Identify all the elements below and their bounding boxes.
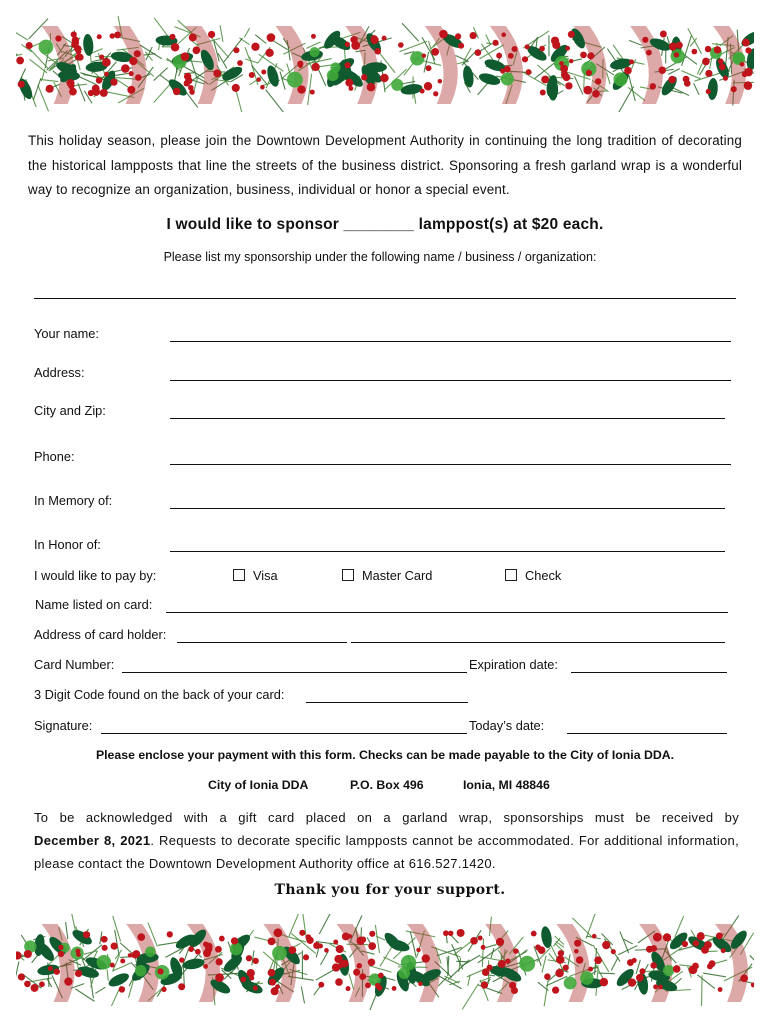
todays-date-line[interactable] [567,733,727,734]
in-memory-line[interactable] [170,508,725,509]
mastercard-label: Master Card [362,568,433,583]
visa-label: Visa [253,568,278,583]
acknowledgement-text-2: . Requests to decorate specific lampposts cannot be accommodated. For additional information, please contact the Downtown Development Authority office at 616.527.1420. [34,833,739,871]
security-code-label: 3 Digit Code found on the back of your card: [34,687,285,702]
mastercard-checkbox[interactable] [342,568,432,583]
check-checkbox[interactable] [505,568,561,583]
city-zip-line[interactable] [170,418,725,419]
garland-top-image [16,16,754,112]
mailing-name: City of Ionia DDA [208,778,309,792]
phone-label: Phone: [34,449,75,464]
sponsorship-name-line[interactable] [34,298,736,299]
mailing-po-box: P.O. Box 496 [350,778,424,792]
intro-paragraph: This holiday season, please join the Downtown Development Authority in continuing the long tradition of decorating the historical lampposts that line the streets of the business district. Sponsoring a fresh garland wrap is a wonderful way to recognize an organization, business, individual or honor a special event. [28,133,742,197]
in-memory-label: In Memory of: [34,493,113,508]
checkbox-icon [233,569,245,581]
in-honor-line[interactable] [170,551,725,552]
pay-by-label: I would like to pay by: [34,568,157,583]
checkbox-icon [342,569,354,581]
visa-checkbox[interactable] [233,568,278,583]
phone-line[interactable] [170,464,731,465]
your-name-line[interactable] [170,341,731,342]
signature-line[interactable] [101,733,467,734]
expiration-line[interactable] [571,672,727,673]
name-on-card-line[interactable] [166,612,728,613]
expiration-label: Expiration date: [469,657,558,672]
in-honor-label: In Honor of: [34,537,101,552]
security-code-line[interactable] [306,702,468,703]
sponsor-heading: I would like to sponsor ________ lamppost(s) at $20 each. [166,216,604,233]
your-name-label: Your name: [34,326,99,341]
cardholder-address-label: Address of card holder: [34,627,167,642]
address-line[interactable] [170,380,731,381]
city-zip-label: City and Zip: [34,403,106,418]
acknowledgement-text-1: To be acknowledged with a gift card placed on a garland wrap, sponsorships must be received by [34,810,739,825]
cardholder-address-line-2[interactable] [351,642,725,643]
card-number-line[interactable] [122,672,467,673]
todays-date-label: Today’s date: [469,718,545,733]
card-number-label: Card Number: [34,657,115,672]
signature-label: Signature: [34,718,93,733]
sponsor-note: Please list my sponsorship under the following name / business / organization: [163,250,597,264]
mailing-city: Ionia, MI 48846 [463,778,550,792]
acknowledgement-paragraph [34,806,739,875]
check-label: Check [525,568,562,583]
cardholder-address-line-1[interactable] [177,642,347,643]
thank-you-text: Thank you for your support. [274,882,506,898]
address-label: Address: [34,365,85,380]
checkbox-icon [505,569,517,581]
name-on-card-label: Name listed on card: [35,597,153,612]
enclose-payment-note: Please enclose your payment with this form. Checks can be made payable to the City of Ionia DDA. [95,748,675,762]
garland-bottom-image [16,914,754,1010]
deadline-date: December 8, 2021 [34,833,151,848]
